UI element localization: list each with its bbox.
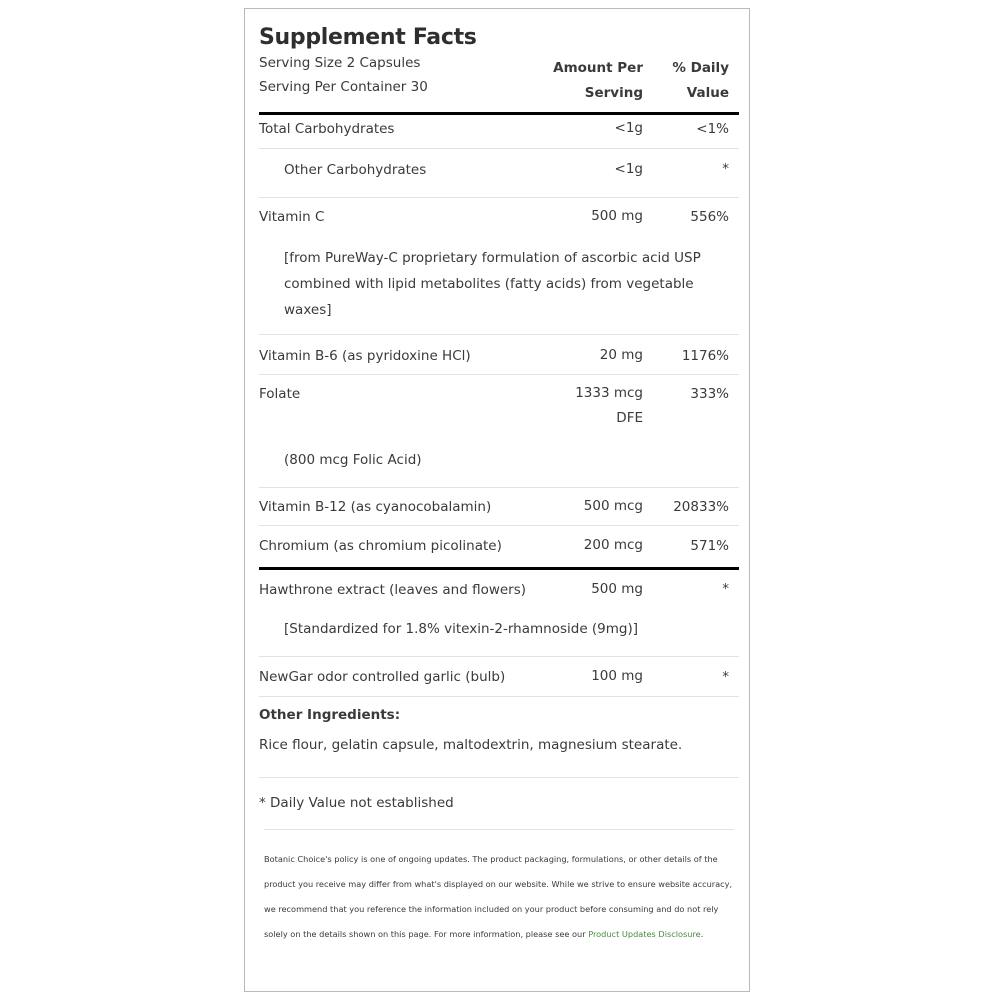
nutrient-dv: * <box>722 161 729 177</box>
nutrient-label: Total Carbohydrates <box>259 121 395 137</box>
nutrient-amount: 500 mcg <box>583 498 643 514</box>
nutrient-label: Hawthrone extract (leaves and flowers) <box>259 582 527 598</box>
nutrient-amount: 20 mg <box>599 347 643 363</box>
nutrient-label: Other Carbohydrates <box>284 162 427 178</box>
disclaimer-text: Botanic Choice's policy is one of ongoing updates. The product packaging, formulations, or other details of the product you receive may differ from what's displayed on our website. While we strive to ensure website accuracy, we recommend that you reference the information included on your product before consuming and do not rely solely on the details shown on this page. For more information, please see our <box>264 854 733 939</box>
daily-value-footnote: * Daily Value not established <box>259 795 454 811</box>
nutrient-label: Chromium (as chromium picolinate) <box>259 538 502 554</box>
vitamin-c-source-note: [from PureWay-C proprietary formulation of ascorbic acid USP combined with lipid metabolites (fatty acids) from vegetable waxes] <box>284 250 701 318</box>
nutrient-dv: 20833% <box>673 499 729 515</box>
header-rule <box>259 112 739 115</box>
daily-value-header <box>672 56 729 106</box>
row-divider <box>259 334 739 335</box>
folate-amount-line2: DFE <box>616 410 643 426</box>
nutrient-amount: 100 mg <box>591 668 643 684</box>
supplement-facts-panel <box>244 8 750 992</box>
row-divider <box>259 656 739 657</box>
nutrient-amount <box>575 381 643 431</box>
nutrient-amount: <1g <box>614 120 643 136</box>
other-ingredients-text: Rice flour, gelatin capsule, maltodextrin, magnesium stearate. <box>259 737 683 753</box>
footnote-divider <box>264 829 734 830</box>
nutrient-dv: 556% <box>690 209 729 225</box>
folate-note: (800 mcg Folic Acid) <box>284 452 422 468</box>
nutrient-label: Vitamin C <box>259 209 325 225</box>
row-divider <box>259 197 739 198</box>
nutrient-amount: 200 mcg <box>583 537 643 553</box>
dv-header-line2: Value <box>686 85 729 101</box>
panel-title: Supplement Facts <box>259 25 477 50</box>
amount-header-line1: Amount Per <box>553 60 643 76</box>
nutrient-label: Vitamin B-12 (as cyanocobalamin) <box>259 499 492 515</box>
nutrient-dv: 1176% <box>681 348 729 364</box>
nutrient-amount: 500 mg <box>591 208 643 224</box>
hawthorn-note: [Standardized for 1.8% vitexin-2-rhamnoside (9mg)] <box>284 621 639 637</box>
serving-size: Serving Size 2 Capsules <box>259 55 421 71</box>
row-divider <box>259 374 739 375</box>
row-divider <box>259 696 739 697</box>
row-divider <box>259 148 739 149</box>
amount-header-line2: Serving <box>584 85 643 101</box>
row-divider <box>259 525 739 526</box>
servings-per-container: Serving Per Container 30 <box>259 79 428 95</box>
nutrient-label: Vitamin B-6 (as pyridoxine HCl) <box>259 348 471 364</box>
nutrient-dv: * <box>722 581 729 597</box>
nutrient-dv: <1% <box>696 121 729 137</box>
row-divider <box>259 777 739 778</box>
nutrient-dv: 333% <box>690 386 729 402</box>
product-updates-disclosure-link[interactable]: Product Updates Disclosure <box>588 929 701 939</box>
folate-amount-line1: 1333 mcg <box>575 385 643 401</box>
nutrient-amount: <1g <box>614 161 643 177</box>
nutrient-dv: * <box>722 669 729 685</box>
section-rule <box>259 567 739 570</box>
nutrient-dv: 571% <box>690 538 729 554</box>
other-ingredients-heading: Other Ingredients: <box>259 707 401 723</box>
disclaimer-end: . <box>700 929 704 939</box>
row-divider <box>259 487 739 488</box>
nutrient-amount: 500 mg <box>591 581 643 597</box>
nutrient-label: NewGar odor controlled garlic (bulb) <box>259 669 506 685</box>
amount-per-serving-header <box>553 56 643 106</box>
nutrient-label: Folate <box>259 386 301 402</box>
product-updates-disclaimer <box>264 847 744 947</box>
dv-header-line1: % Daily <box>672 60 729 76</box>
